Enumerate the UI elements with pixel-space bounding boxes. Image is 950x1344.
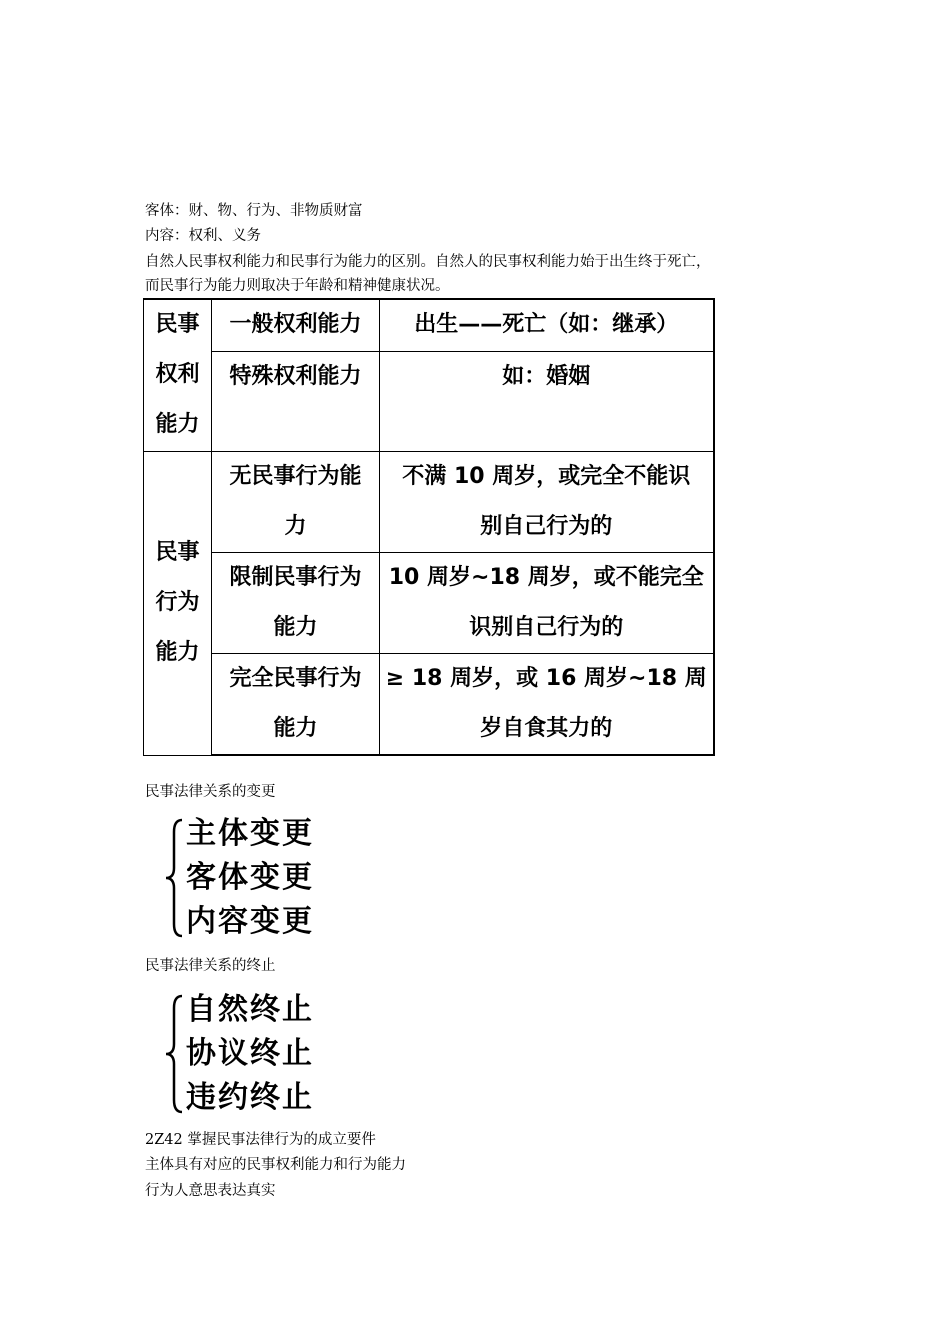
content-line: 内容：权利、义务: [145, 228, 261, 244]
change-bracket-group: [160, 810, 360, 946]
group-line: 民事: [155, 312, 200, 337]
group-line: 能力: [155, 640, 200, 665]
end-item: 协议终止: [186, 1036, 314, 1071]
difference-line-1: 自然人民事权利能力和民事行为能力的区别。自然人的民事权利能力始于出生终于死亡，: [145, 254, 711, 270]
desc-cell: [380, 451, 714, 552]
group-line: 能力: [155, 412, 200, 437]
change-item: 客体变更: [186, 860, 314, 895]
table-row: [144, 653, 714, 755]
group-civil-rights-capacity: [144, 299, 212, 451]
type-line: 无民事行为能: [229, 463, 362, 489]
capacity-table: [143, 298, 715, 756]
desc-line: 别自己行为的: [480, 513, 613, 539]
object-line: 客体：财、物、行为、非物质财富: [145, 203, 363, 219]
difference-line-2: 而民事行为能力则取决于年龄和精神健康状况。: [145, 278, 450, 294]
left-brace-icon: [160, 810, 186, 946]
group-line: 民事: [155, 540, 200, 565]
type-line: 力: [284, 513, 307, 539]
type-cell: 一般权利能力: [212, 299, 380, 351]
type-cell: [212, 653, 380, 755]
type-line: 能力: [273, 614, 318, 640]
desc-line: ≥ 18 周岁，或 16 周岁~18 周: [385, 665, 707, 691]
table-row: [144, 451, 714, 552]
end-item: 违约终止: [186, 1080, 314, 1115]
group-line: 行为: [155, 590, 200, 615]
left-brace-icon: [160, 986, 186, 1122]
desc-line: 10 周岁~18 周岁，或不能完全: [388, 564, 704, 590]
type-cell: [212, 552, 380, 653]
requirement-line: 主体具有对应的民事权利能力和行为能力: [145, 1157, 406, 1173]
desc-cell: [380, 653, 714, 755]
end-item: 自然终止: [186, 992, 314, 1027]
desc-cell: 出生——死亡（如：继承）: [380, 299, 714, 351]
type-line: 限制民事行为: [229, 564, 362, 590]
desc-line: 岁自食其力的: [480, 715, 613, 741]
table-row: [144, 351, 714, 451]
desc-cell: [380, 552, 714, 653]
change-heading: 民事法律关系的变更: [145, 784, 276, 800]
end-bracket-group: [160, 986, 360, 1122]
change-item: 主体变更: [186, 816, 314, 851]
change-item: 内容变更: [186, 904, 314, 939]
table-row: [144, 299, 714, 351]
desc-cell: 如：婚姻: [380, 351, 714, 451]
group-civil-conduct-capacity: [144, 451, 212, 755]
type-cell: 特殊权利能力: [212, 351, 380, 451]
requirement-line: 行为人意思表达真实: [145, 1183, 276, 1199]
desc-line: 不满 10 周岁，或完全不能识: [402, 463, 691, 489]
table-row: [144, 552, 714, 653]
type-line: 能力: [273, 715, 318, 741]
section-heading: 2Z42 掌握民事法律行为的成立要件: [145, 1132, 376, 1148]
type-line: 完全民事行为: [229, 665, 362, 691]
group-line: 权利: [155, 362, 200, 387]
desc-line: 识别自己行为的: [469, 614, 624, 640]
end-heading: 民事法律关系的终止: [145, 958, 276, 974]
type-cell: [212, 451, 380, 552]
